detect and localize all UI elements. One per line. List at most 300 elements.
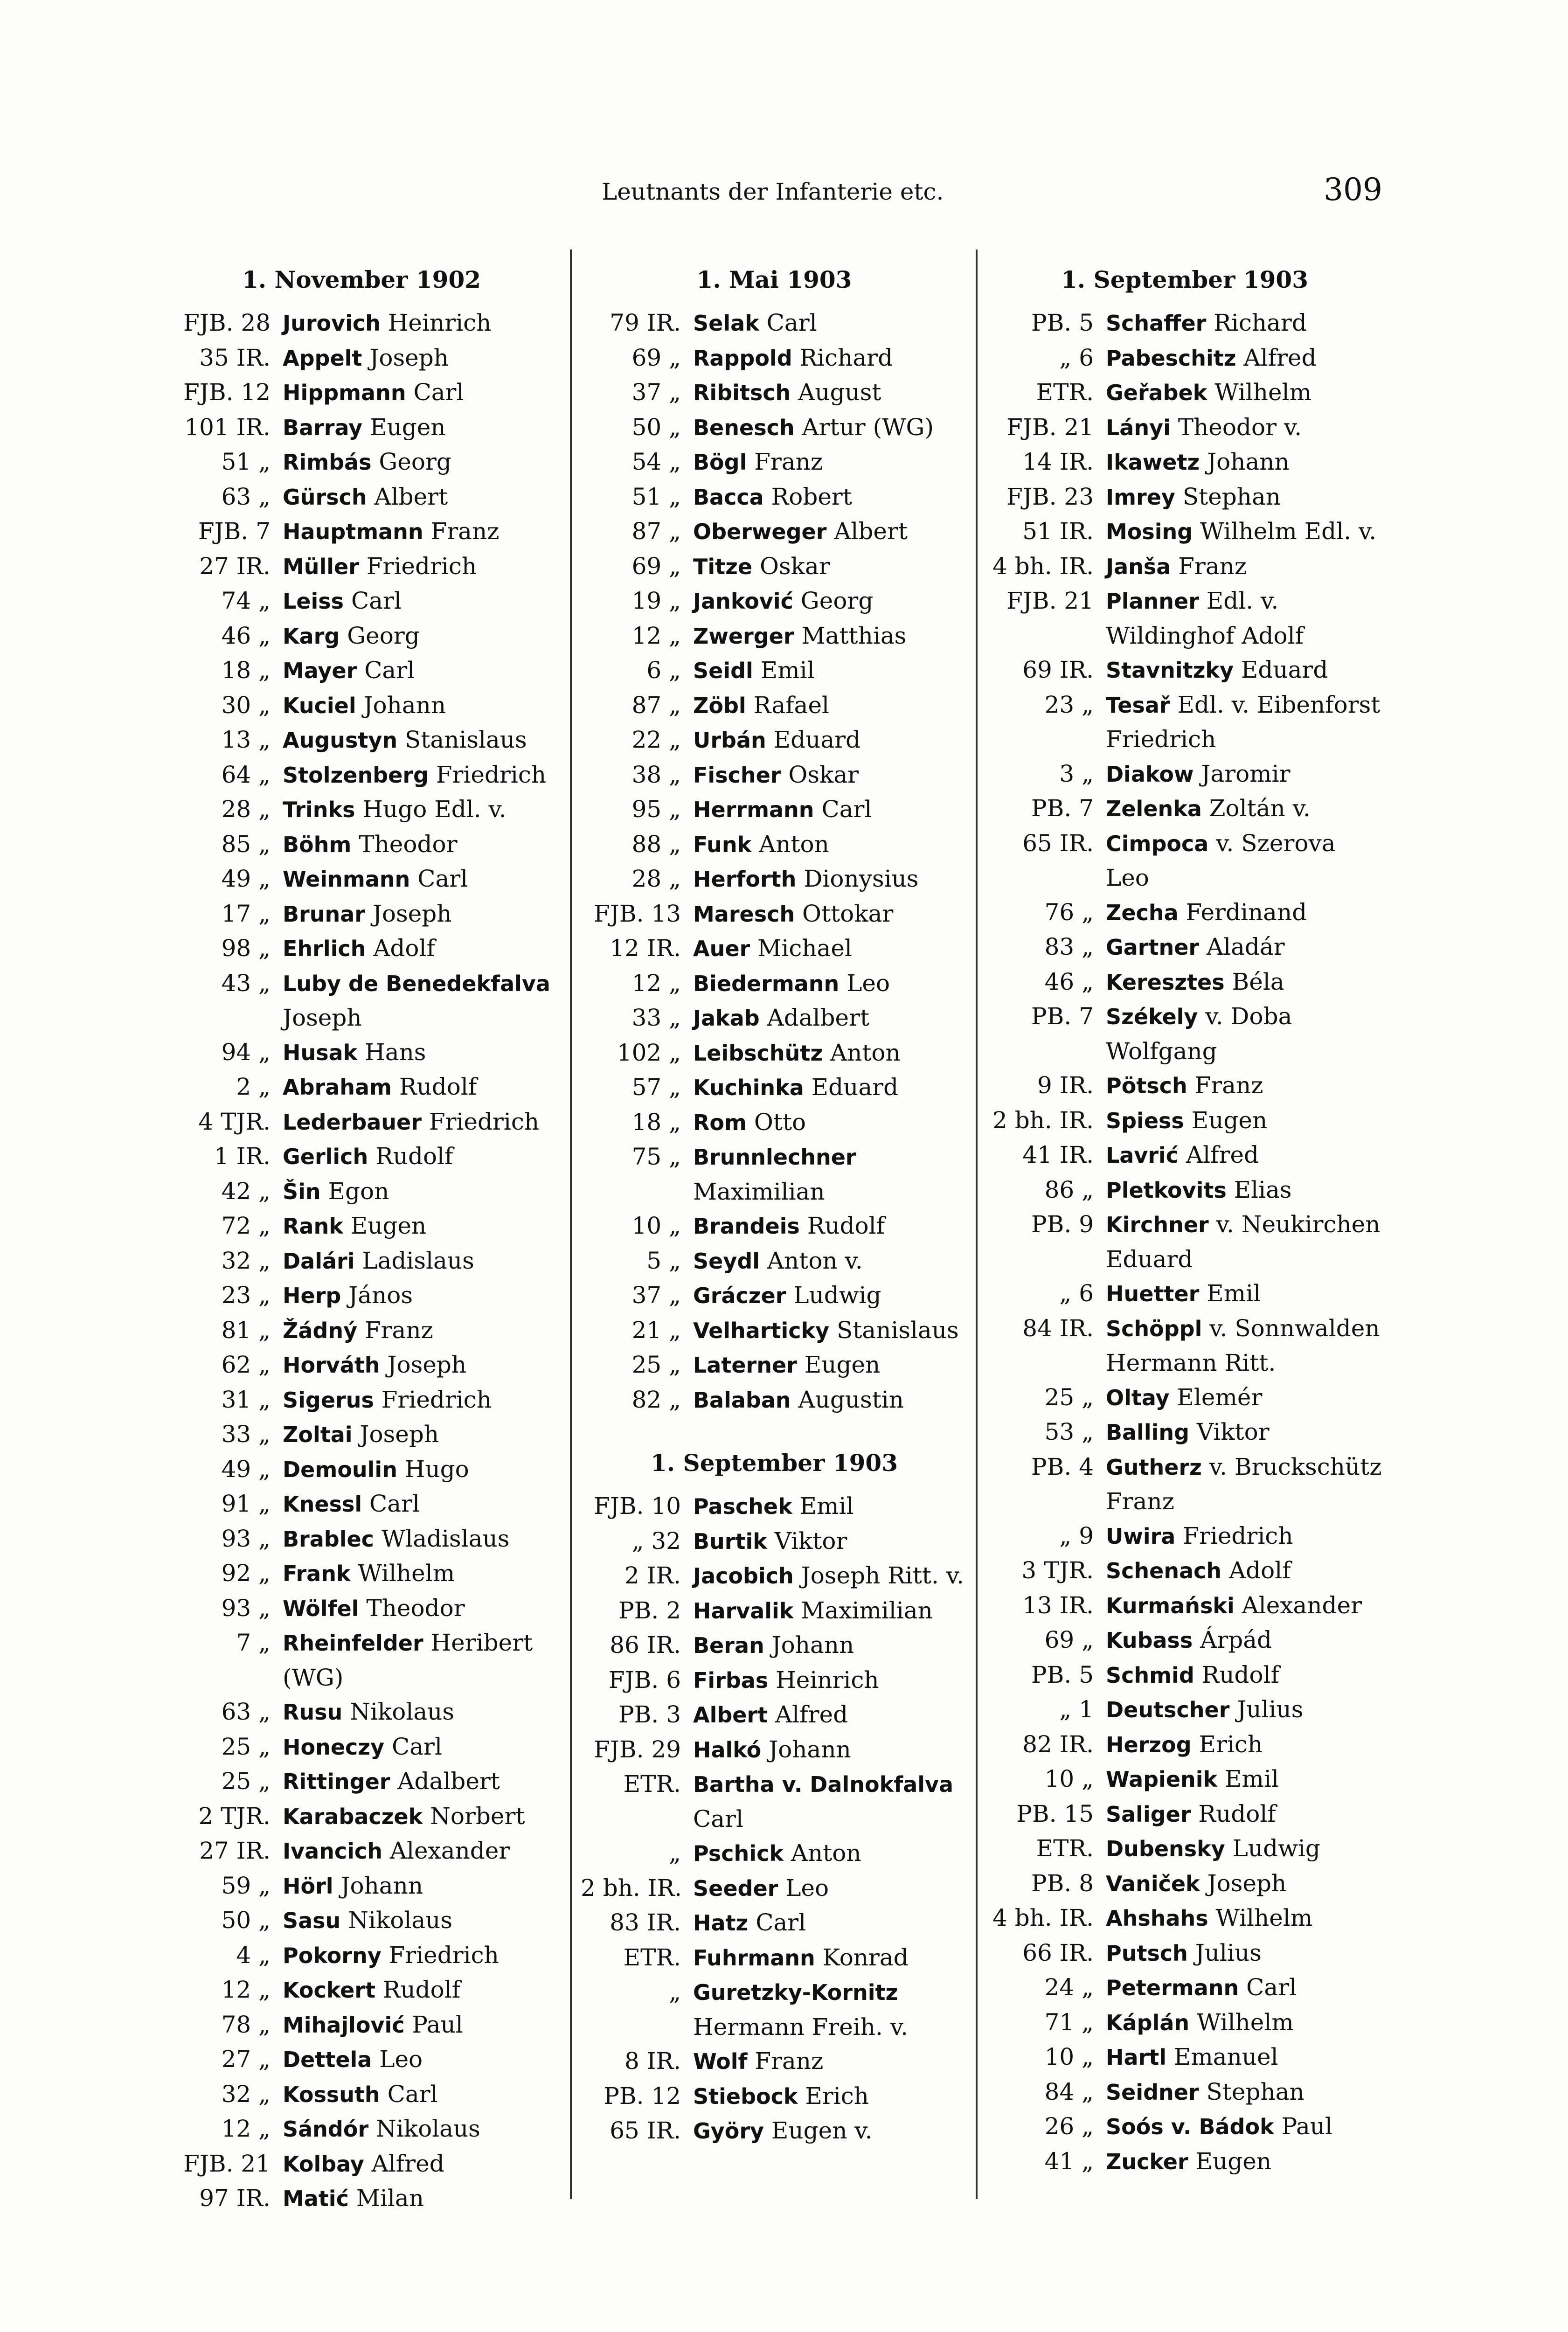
surname: Herrmann (693, 797, 814, 822)
surname: Mihajlović (283, 2012, 405, 2038)
surname: Seidl (693, 658, 753, 683)
given-names: Heinrich (768, 1666, 879, 1693)
roster-entry (984, 2040, 1385, 2075)
unit: 12 IR. (610, 935, 681, 962)
unit: 86 „ (1044, 1176, 1094, 1203)
roster-entry (163, 619, 560, 654)
roster-entry (984, 1519, 1385, 1554)
officer-name (681, 1001, 968, 1036)
given-names: v. Bruckschütz Franz (1106, 1453, 1382, 1515)
roster-entry (581, 1594, 968, 1629)
officer-name (1094, 999, 1385, 1069)
given-names: Carl (384, 1733, 442, 1760)
roster-entry (163, 1278, 560, 1313)
surname: Gutherz (1106, 1454, 1202, 1480)
surname: Zöbl (693, 693, 746, 718)
surname: Abraham (283, 1075, 392, 1100)
roster-entry (984, 445, 1385, 480)
unit: 23 „ (221, 1282, 271, 1309)
given-names: Oskar (781, 761, 859, 788)
roster-entry (163, 549, 560, 584)
unit: 91 „ (221, 1490, 271, 1517)
surname: Matić (283, 2186, 349, 2211)
roster-entry (163, 445, 560, 480)
roster-entry (984, 1623, 1385, 1658)
surname: Dettela (283, 2047, 372, 2072)
unit: FJB. 28 (183, 309, 271, 336)
surname: Hartl (1106, 2045, 1166, 2070)
unit: 24 „ (1044, 1974, 1094, 2001)
unit: FJB. 13 (594, 900, 681, 927)
surname: Lányi (1106, 415, 1171, 440)
officer-name (681, 410, 968, 445)
given-names: Eugen (343, 1212, 427, 1239)
officer-name (271, 514, 560, 549)
officer-name (271, 1799, 560, 1834)
unit: PB. 5 (1031, 1661, 1094, 1688)
officer-name (681, 1698, 968, 1733)
officer-name (271, 445, 560, 480)
unit: 27 IR. (199, 552, 271, 580)
given-names: Eugen (362, 413, 446, 441)
officer-name (1094, 688, 1385, 757)
officer-name (1094, 791, 1385, 826)
officer-name (1094, 1971, 1385, 2006)
unit: PB. 15 (1016, 1800, 1094, 1827)
given-names: Franz (747, 448, 823, 475)
given-names: Paul (1274, 2113, 1332, 2140)
given-names: Friedrich (421, 1108, 540, 1135)
roster-entry (581, 1628, 968, 1663)
officer-name (271, 410, 560, 445)
unit: PB. 4 (1031, 1453, 1094, 1480)
officer-name (1094, 1658, 1385, 1693)
given-names: Friedrich (1175, 1522, 1293, 1549)
given-names: Carl (1239, 1974, 1297, 2001)
given-names: Friedrich (359, 552, 477, 580)
given-names: Emil (753, 657, 815, 684)
unit: 2 „ (236, 1073, 271, 1100)
officer-name (1094, 341, 1385, 376)
unit: 46 „ (1044, 968, 1094, 995)
roster-entry (163, 2008, 560, 2043)
given-names: Jaromir (1193, 760, 1290, 787)
roster-entry (163, 966, 560, 1035)
roster-entry (163, 410, 560, 445)
surname: Dalári (283, 1248, 355, 1274)
roster-entry (163, 514, 560, 549)
given-names: Egon (320, 1177, 389, 1205)
surname: Titze (693, 554, 753, 579)
roster-entry (163, 1070, 560, 1105)
given-names: Joseph (352, 1421, 439, 1448)
given-names: v. Szerova Leo (1106, 829, 1336, 891)
roster-entry (984, 1832, 1385, 1867)
officer-name (1094, 1138, 1385, 1173)
given-names: Joseph (283, 1004, 362, 1031)
roster-entry (581, 1975, 968, 2044)
surname: Wolf (693, 2049, 748, 2074)
roster-entry (581, 549, 968, 584)
given-names: Artur (WG) (794, 413, 934, 441)
officer-name (271, 1417, 560, 1452)
officer-name (271, 1035, 560, 1070)
surname: Kuchinka (693, 1075, 804, 1100)
officer-name (681, 1036, 968, 1071)
surname: Wapienik (1106, 1767, 1218, 1792)
given-names: Aladár (1199, 933, 1285, 960)
unit: 33 „ (631, 1004, 681, 1031)
roster-entry (984, 1797, 1385, 1832)
unit: 79 IR. (610, 309, 681, 336)
given-names: Carl (380, 2080, 438, 2108)
officer-name (681, 758, 968, 793)
officer-name (1094, 1554, 1385, 1589)
roster-entry (984, 514, 1385, 549)
officer-name (681, 792, 968, 827)
surname: Velharticky (693, 1318, 830, 1343)
roster-entry (984, 584, 1385, 653)
roster-entry (581, 792, 968, 827)
unit: 85 „ (221, 830, 271, 858)
given-names: Carl (759, 309, 817, 336)
unit: ETR. (1036, 379, 1094, 406)
officer-name (271, 584, 560, 619)
unit: 69 „ (631, 344, 681, 371)
unit: 35 IR. (199, 344, 271, 371)
surname: Györy (693, 2118, 764, 2144)
given-names: Edl. v. Wildinghof Adolf (1106, 587, 1304, 649)
given-names: Adolf (1221, 1557, 1291, 1584)
unit: 13 IR. (1022, 1591, 1094, 1619)
roster-entry (163, 897, 560, 932)
surname: Benesch (693, 415, 795, 440)
given-names: Friedrich (374, 1386, 492, 1413)
officer-name (681, 1594, 968, 1629)
given-names: Stanislaus (829, 1316, 959, 1344)
roster-entry (163, 2112, 560, 2147)
given-names: Leo (839, 969, 890, 997)
roster-entry (984, 1069, 1385, 1104)
officer-name (271, 1522, 560, 1557)
unit: ETR. (623, 1770, 681, 1798)
unit: 2 bh. IR. (992, 1106, 1094, 1134)
officer-name (681, 897, 968, 932)
given-names: Alfred (768, 1701, 848, 1728)
officer-name (1094, 1277, 1385, 1312)
unit: 4 TJR. (198, 1108, 271, 1135)
officer-name (681, 1348, 968, 1383)
surname: Rom (693, 1110, 747, 1135)
officer-name (681, 1278, 968, 1313)
roster-entry (581, 1209, 968, 1244)
officer-name (1094, 1832, 1385, 1867)
roster-entry (581, 862, 968, 897)
surname: Stiebock (693, 2083, 798, 2109)
given-names: August (791, 379, 881, 406)
unit: „ (669, 1839, 681, 1867)
surname: Petermann (1106, 1975, 1239, 2000)
surname: Schmid (1106, 1662, 1194, 1688)
officer-name (271, 2077, 560, 2112)
surname: Kolbay (283, 2151, 364, 2177)
roster-entry (984, 688, 1385, 757)
given-names: Stanislaus (397, 726, 527, 753)
given-names: Eugen (797, 1351, 881, 1378)
roster-entry (581, 410, 968, 445)
roster-entry (581, 1313, 968, 1348)
officer-name (271, 549, 560, 584)
roster-entry (163, 1452, 560, 1487)
surname: Leibschütz (693, 1040, 823, 1066)
roster-entry (984, 1936, 1385, 1971)
roster-entry (163, 1556, 560, 1591)
roster-entry (984, 341, 1385, 376)
unit: 95 „ (631, 796, 681, 823)
given-names: Franz (357, 1316, 433, 1344)
roster-entry (984, 965, 1385, 1000)
officer-name (271, 1487, 560, 1522)
roster-entry (581, 1383, 968, 1418)
officer-name (271, 931, 560, 966)
roster-entry (984, 1138, 1385, 1173)
unit: 33 „ (221, 1421, 271, 1448)
given-names: Alexander (382, 1837, 510, 1864)
unit: 81 „ (221, 1316, 271, 1344)
unit: 4 bh. IR. (992, 552, 1094, 580)
unit: 66 IR. (1022, 1939, 1094, 1966)
roster-entry (163, 931, 560, 966)
unit: 30 „ (221, 691, 271, 719)
given-names: Carl (362, 1490, 420, 1517)
unit: 65 IR. (1022, 829, 1094, 857)
given-names: Michael (750, 935, 852, 962)
officer-name (271, 1869, 560, 1904)
surname: Székely (1106, 1004, 1198, 1029)
given-names: Franz (1171, 552, 1247, 580)
roster-entry (984, 791, 1385, 826)
unit: 37 „ (631, 1282, 681, 1309)
roster-entry (984, 2110, 1385, 2145)
roster-entry (984, 1971, 1385, 2006)
section-heading: 1. September 1903 (1061, 266, 1308, 293)
officer-name (1094, 653, 1385, 688)
surname: Tesař (1106, 692, 1170, 718)
roster-entry (163, 1383, 560, 1418)
surname: Rheinfelder (283, 1631, 423, 1656)
officer-name (1094, 1104, 1385, 1138)
unit: 65 IR. (610, 2117, 681, 2144)
surname: Brunar (283, 901, 365, 927)
roster-entry (984, 375, 1385, 410)
given-names: Rafael (746, 691, 830, 719)
given-names: Joseph (365, 900, 452, 927)
unit: 69 „ (1044, 1626, 1094, 1653)
unit: 82 IR. (1022, 1730, 1094, 1758)
roster-entry (163, 1903, 560, 1938)
officer-name (681, 1836, 968, 1871)
given-names: Richard (1206, 309, 1307, 336)
officer-name (271, 2147, 560, 2182)
unit: 28 „ (631, 865, 681, 892)
given-names: Erich (1191, 1730, 1263, 1758)
surname: Rimbás (283, 450, 372, 475)
given-names: Anton (783, 1839, 861, 1867)
given-names: Eduard (1234, 656, 1328, 683)
surname: Pabeschitz (1106, 345, 1236, 371)
unit: 54 „ (631, 448, 681, 475)
surname: Kossuth (283, 2082, 380, 2107)
unit: 3 „ (1059, 760, 1094, 787)
unit: 19 „ (631, 587, 681, 614)
roster-entry (581, 306, 968, 341)
given-names: Franz (747, 2047, 824, 2075)
roster-entry (984, 1728, 1385, 1763)
officer-name (1094, 1415, 1385, 1450)
given-names: Robert (763, 483, 852, 510)
unit: 12 „ (631, 969, 681, 997)
roster-entry (581, 375, 968, 410)
column-1 (163, 261, 560, 2216)
officer-name (271, 827, 560, 862)
given-names: Eugen (1188, 2147, 1272, 2175)
unit: 51 „ (631, 483, 681, 510)
unit: FJB. 7 (198, 518, 271, 545)
unit: 25 „ (1044, 1383, 1094, 1411)
surname: Auer (693, 936, 750, 961)
roster-entry (163, 1417, 560, 1452)
roster-entry (581, 688, 968, 723)
surname: Vaniček (1106, 1871, 1200, 1896)
surname: Uwira (1106, 1523, 1176, 1549)
officer-name (271, 341, 560, 376)
given-names: Johann (1200, 448, 1290, 475)
officer-name (1094, 514, 1385, 549)
given-names: Friedrich (428, 761, 547, 788)
officer-name (271, 758, 560, 793)
roster-entry (581, 966, 968, 1001)
roster-entry (581, 1001, 968, 1036)
unit: 50 „ (631, 413, 681, 441)
officer-name (271, 2042, 560, 2077)
surname: Weinmann (283, 867, 410, 892)
unit: 21 „ (631, 1316, 681, 1344)
unit: 10 „ (631, 1212, 681, 1239)
officer-name (681, 2079, 968, 2114)
surname: Dubensky (1106, 1836, 1225, 1861)
unit: „ 6 (1059, 1280, 1094, 1307)
unit: 102 „ (617, 1039, 681, 1066)
given-names: Rudolf (368, 1143, 453, 1170)
unit: 28 „ (221, 796, 271, 823)
unit: 51 IR. (1022, 518, 1094, 545)
given-names: Carl (357, 657, 415, 684)
surname: Karg (283, 623, 340, 649)
unit: 75 „ (631, 1143, 681, 1170)
roster-entry (581, 1941, 968, 1976)
officer-name (681, 1383, 968, 1418)
officer-name (271, 688, 560, 723)
officer-name (681, 306, 968, 341)
officer-name (271, 1730, 560, 1765)
officer-name (681, 1105, 968, 1140)
roster-entry (984, 549, 1385, 584)
surname: Hippmann (283, 380, 406, 405)
roster-entry (984, 1693, 1385, 1728)
unit: PB. 2 (618, 1596, 681, 1624)
given-names: Viktor (767, 1527, 847, 1555)
unit: PB. 5 (1031, 309, 1094, 336)
roster-entry (984, 757, 1385, 792)
given-names: Emil (792, 1492, 854, 1520)
officer-name (271, 1174, 560, 1209)
given-names: Stephan (1199, 2078, 1304, 2105)
unit: 71 „ (1044, 2008, 1094, 2036)
officer-name (271, 1556, 560, 1591)
surname: Balling (1106, 1420, 1190, 1445)
unit: 72 „ (221, 1212, 271, 1239)
roster-entry (581, 1278, 968, 1313)
given-names: Rudolf (1191, 1800, 1276, 1827)
surname: Lavrić (1106, 1143, 1179, 1168)
surname: Zucker (1106, 2149, 1188, 2174)
given-names: János (341, 1282, 413, 1309)
roster-entry (581, 1871, 968, 1906)
given-names: Wilhelm Edl. v. (1193, 518, 1377, 545)
unit: 69 IR. (1022, 656, 1094, 683)
surname: Paschek (693, 1494, 792, 1519)
roster-entry (163, 1730, 560, 1765)
unit: 64 „ (221, 761, 271, 788)
surname: Wölfel (283, 1596, 359, 1621)
unit: 69 „ (631, 552, 681, 580)
officer-name (1094, 826, 1385, 895)
unit: FJB. 21 (1006, 413, 1094, 441)
roster-entry (581, 1070, 968, 1105)
officer-name (1094, 445, 1385, 480)
surname: Schöppl (1106, 1316, 1202, 1341)
given-names: Heinrich (380, 309, 492, 336)
unit: 93 „ (221, 1594, 271, 1622)
unit: 5 „ (646, 1247, 681, 1274)
roster-entry (163, 1869, 560, 1904)
given-names: Eugen v. (764, 2117, 873, 2144)
unit: 25 „ (221, 1768, 271, 1795)
officer-name (681, 1489, 968, 1524)
surname: Herp (283, 1283, 341, 1308)
surname: Pschick (693, 1841, 784, 1866)
unit: 43 „ (221, 969, 271, 997)
surname: Horváth (283, 1353, 380, 1378)
officer-name (681, 619, 968, 654)
officer-name (681, 688, 968, 723)
officer-name (681, 549, 968, 584)
officer-name (271, 723, 560, 758)
unit: 31 „ (221, 1386, 271, 1413)
unit: 25 „ (631, 1351, 681, 1378)
surname: Soós v. Bádok (1106, 2114, 1274, 2139)
roster-entry (163, 1487, 560, 1522)
unit: 50 „ (221, 1907, 271, 1934)
surname: Hatz (693, 1910, 749, 1936)
given-names: Elias (1226, 1176, 1292, 1203)
roster-entry (984, 2006, 1385, 2040)
surname: Hauptmann (283, 519, 423, 544)
surname: Herforth (693, 867, 797, 892)
unit: ETR. (623, 1943, 681, 1971)
given-names: Johann (761, 1735, 851, 1763)
given-names: Joseph (1200, 1869, 1287, 1897)
